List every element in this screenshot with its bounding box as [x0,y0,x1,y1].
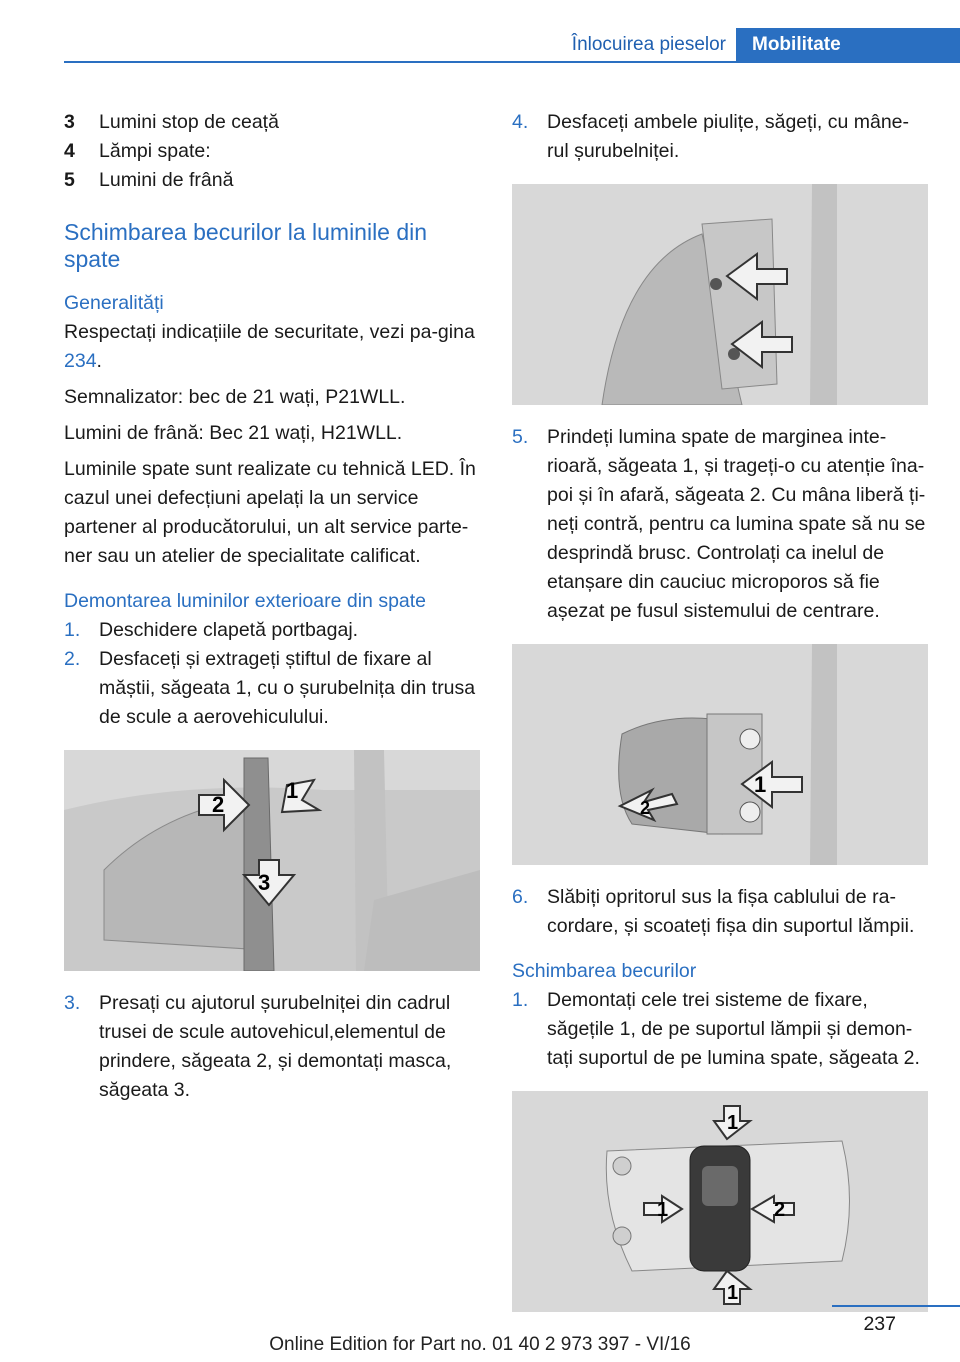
step-item [64,645,482,732]
removal-title: Demontarea luminilor exterioare din spate [64,590,427,612]
step-item [512,883,930,941]
step-item [512,986,930,1073]
step-text: Prindeți lumina spate de marginea inte-rioară, săgeata 1, și trageți-o cu atenție îna-poi și în afară, săgeata 2. Cu mâna liberă ți-neți contră, pentru ca lumina spate să nu se desprindă brusc. Controlați ca inelul de etanșare din cauciuc microporos să fie așezat pe fusul sistemului de centrare. [547,426,926,622]
brake-paragraph: Lumini de frână: Bec 21 wați, H21WLL. [64,422,403,444]
bulb-holder-illustration [512,1091,928,1312]
safety-page-link[interactable]: 234 [64,350,97,372]
figure-label: 1 [727,1112,739,1134]
figure-label: 1 [727,1282,739,1304]
safety-paragraph [64,318,482,376]
figure-label: 2 [774,1199,786,1221]
safety-text: Respectați indicațiile de securitate, vezi pa-gina [64,321,475,343]
legend-number: 5 [64,169,75,191]
figure-nuts [512,184,928,405]
right-column [512,108,930,1330]
step-text: Slăbiți opritorul sus la fișa cablului de ra-cordare, și scoateți fișa din suportul lămpii. [547,886,915,937]
step-number: 1. [64,619,81,641]
legend-item [64,166,482,195]
step-item [64,989,482,1105]
legend-text: Lumini de frână [99,169,234,191]
step-number: 2. [64,648,81,670]
figure-label: 1 [754,772,767,797]
safety-end: . [96,350,102,372]
header-rule [64,61,960,63]
general-title: Generalități [64,292,164,314]
breadcrumb-chapter[interactable]: Mobilitate [736,28,960,61]
left-column [64,108,482,1105]
legend-item [64,108,482,137]
page-number: 237 [863,1313,896,1335]
step-item [512,108,930,166]
figure-label: 2 [640,798,651,818]
figure-label: 1 [286,778,299,803]
step-number: 4. [512,111,529,133]
step-number: 5. [512,426,529,448]
breadcrumb-section[interactable]: Înlocuirea pieselor [571,34,726,55]
footer-rule [832,1305,960,1307]
step-text: Presați cu ajutorul șurubelniței din cadrul trusei de scule autovehicul,elementul de prindere, săgeata 2, și demontați masca, săgeata 3. [99,992,452,1101]
tail-light-mask-illustration [64,750,480,971]
step-number: 6. [512,886,529,908]
legend-number: 4 [64,140,75,162]
figure-label: 3 [258,870,271,895]
legend-item [64,137,482,166]
step-text: Desfaceți ambele piulițe, săgeți, cu mâne-rul șurubelniței. [547,111,910,162]
figure-label: 2 [212,792,225,817]
step-text: Deschidere clapetă portbagaj. [99,619,359,641]
led-paragraph: Luminile spate sunt realizate cu tehnică LED. În cazul unei defecțiuni apelați la un service partener al producătorului, un alt service parte-ner sau un atelier de specialitate calificat. [64,458,476,567]
figure-light-pull [512,644,928,865]
footer-edition: Online Edition for Part no. 01 40 2 973 397 - VI/16 [269,1334,691,1355]
tail-light-nuts-illustration [512,184,928,405]
figure-mask-removal [64,750,480,971]
signal-paragraph: Semnalizator: bec de 21 wați, P21WLL. [64,386,406,408]
bulbs-title: Schimbarea becurilor [512,960,697,982]
legend-text: Lămpi spate: [99,140,211,162]
figure-bulb-holder [512,1091,928,1312]
step-number: 3. [64,992,81,1014]
tail-light-pull-illustration [512,644,928,865]
step-text: Demontați cele trei sisteme de fixare, săgețile 1, de pe suportul lămpii și demon-tați suportul de pe lumina spate, săgeata 2. [547,989,920,1069]
step-number: 1. [512,989,529,1011]
figure-label: 1 [657,1199,669,1221]
step-item [64,616,482,645]
legend-text: Lumini stop de ceață [99,111,279,133]
step-text: Desfaceți și extrageți știftul de fixare al măștii, săgeata 1, cu o șurubelnița din trusa de scule a aerovehiculului. [99,648,476,728]
legend-number: 3 [64,111,75,133]
section-title: Schimbarea becurilor la luminile din spate [64,219,428,272]
step-item [512,423,930,626]
